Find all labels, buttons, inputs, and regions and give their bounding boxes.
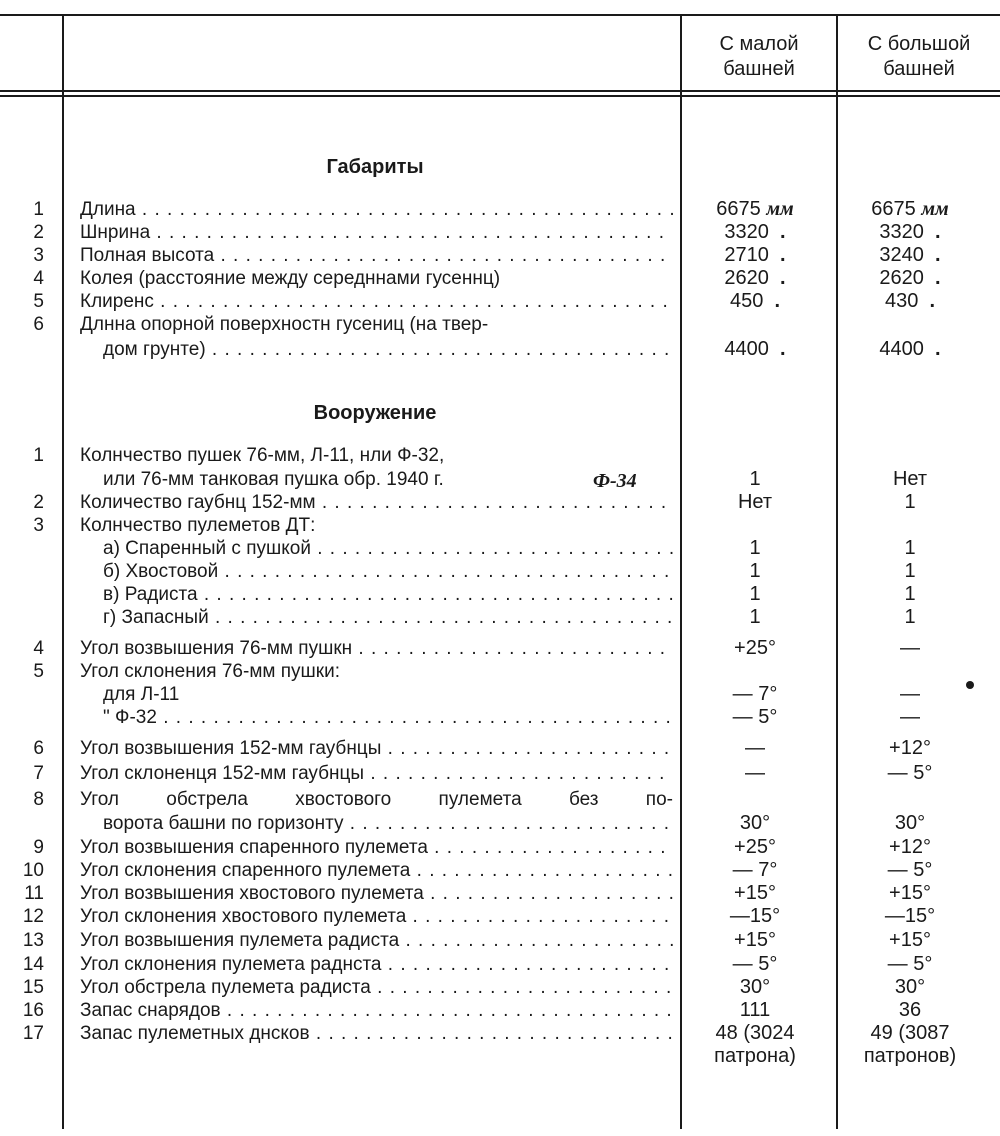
row-label: Угол обстрела хвостового пулемета без по-: [80, 789, 673, 810]
row-label: Угол обстрела пулемета радиста . . .: [80, 976, 673, 999]
row-label: Угол возвышения 152-мм гаубнцы . . .: [80, 737, 673, 760]
value: 450: [729, 290, 764, 312]
table-row: [0, 706, 1000, 729]
value: 430: [884, 290, 919, 312]
table-row-continuation: [0, 812, 1000, 835]
row-label-continued: или 76-мм танковая пушка обр. 1940 г.: [103, 469, 444, 490]
value-large-turret: +15°: [889, 929, 931, 951]
row-label: г) Запасный . . .: [103, 606, 673, 629]
row-label: Шнрина . . .: [80, 221, 673, 244]
table-row: [0, 514, 1000, 537]
value-large-turret: —: [900, 683, 920, 705]
table-row: [0, 788, 1000, 811]
value-large-turret: — 5°: [887, 762, 933, 784]
table-row-continuation: [0, 338, 1000, 361]
value-small-turret: —15°: [729, 905, 781, 927]
table-row: [0, 859, 1000, 882]
ditto-mark: .: [935, 244, 941, 266]
table-row: [0, 683, 1000, 706]
row-number: 6: [33, 314, 44, 335]
value-large-turret: — 5°: [887, 953, 933, 975]
value-large-turret: [840, 290, 980, 313]
row-label: " Ф-32 . . .: [103, 706, 673, 729]
table-row: [0, 198, 1000, 221]
row-label: Угол склонения пулемета раднста . . .: [80, 953, 673, 976]
table-row: [0, 836, 1000, 859]
table-row: [0, 221, 1000, 244]
value-large-turret: 30°: [894, 976, 926, 998]
unit: мм: [921, 198, 949, 220]
table-row: [0, 444, 1000, 467]
value-large-turret: 1: [904, 560, 916, 582]
top-rule: [0, 14, 1000, 16]
row-label: Полная высота . . .: [80, 244, 673, 267]
row-number: 3: [33, 515, 44, 536]
row-number: 8: [33, 789, 44, 810]
value: 3320: [879, 221, 924, 243]
value-small-turret: 30°: [739, 812, 771, 834]
value-large-turret: 1: [904, 491, 916, 513]
value: 2620: [879, 267, 924, 289]
header-rule-lower: [0, 95, 1000, 97]
section-title-armament: Вооружение: [313, 402, 437, 424]
table-row-continuation: [0, 1045, 1000, 1068]
header-rule-upper: [0, 90, 1000, 92]
value-large-turret: 1: [904, 606, 916, 628]
row-label: Угол склоненця 152-мм гаубнцы . . .: [80, 762, 673, 785]
value-large-turret: —15°: [884, 905, 936, 927]
row-number: 4: [33, 638, 44, 659]
row-number: 5: [33, 291, 44, 312]
value: 6675: [716, 198, 761, 220]
unit: мм: [766, 198, 794, 220]
value-small-turret: 1: [749, 606, 761, 628]
table-row: [0, 537, 1000, 560]
row-label: Клиренс . . .: [80, 290, 673, 313]
value-large-turret: 36: [898, 999, 922, 1021]
value-large-turret: +12°: [889, 737, 931, 759]
row-label-continued: ворота башни по горизонту . . .: [103, 812, 673, 835]
value-small-turret: 48 (3024: [715, 1022, 795, 1044]
table-row: [0, 999, 1000, 1022]
header-large-turret: [840, 32, 998, 82]
table-row: [0, 905, 1000, 928]
stray-ink-dot: [966, 681, 974, 689]
row-number: 12: [22, 906, 44, 927]
table-row: [0, 491, 1000, 514]
handwritten-note: Ф-34: [593, 470, 637, 492]
value-small-turret: [685, 198, 825, 221]
row-number: 9: [33, 837, 44, 858]
row-label: Количество гаубнц 152-мм . . .: [80, 491, 673, 514]
table-row: [0, 882, 1000, 905]
ditto-mark: .: [780, 338, 786, 360]
header-large-turret-line1: С большой: [867, 33, 971, 55]
row-label: Запас пулеметных днсков . . .: [80, 1022, 673, 1045]
value-small-turret: —: [745, 762, 765, 784]
value-small-turret: +15°: [734, 882, 776, 904]
row-number: 14: [22, 954, 44, 975]
row-label: Угол склонения 76-мм пушки:: [80, 661, 340, 682]
header-small-turret: [684, 32, 834, 82]
row-label: Колнчество пулеметов ДТ:: [80, 515, 316, 536]
row-number: 3: [33, 245, 44, 266]
value: 4400: [879, 338, 924, 360]
value-small-turret: +15°: [734, 929, 776, 951]
table-row: [0, 267, 1000, 290]
ditto-mark: .: [780, 267, 786, 289]
value-small-turret: 1: [749, 468, 761, 490]
table-row: [0, 929, 1000, 952]
value: 3240: [879, 244, 924, 266]
row-label-continued: дом грунте) . . .: [103, 338, 673, 361]
value-large-turret: —: [900, 637, 920, 659]
value: 2710: [724, 244, 769, 266]
table-row: [0, 1022, 1000, 1045]
row-number: 7: [33, 763, 44, 784]
row-number: 17: [22, 1023, 44, 1044]
value-small-turret: 1: [749, 583, 761, 605]
row-label: Угол склонения спаренного пулемета . . .: [80, 859, 673, 882]
row-label: Угол возвышения спаренного пулемета . . .: [80, 836, 673, 859]
header-small-turret-line1: С малой: [719, 33, 799, 55]
ditto-mark: .: [780, 244, 786, 266]
value-small-turret: 1: [749, 560, 761, 582]
row-label: для Л-11: [103, 684, 180, 705]
row-label: а) Спаренный с пушкой . . .: [103, 537, 673, 560]
value-small-turret: +25°: [734, 836, 776, 858]
ditto-mark: .: [780, 221, 786, 243]
value-small-turret: [685, 267, 825, 290]
table-row: [0, 737, 1000, 760]
value-small-turret: — 5°: [732, 706, 778, 728]
header-large-turret-line2: башней: [883, 58, 955, 80]
value-large-turret: 30°: [894, 812, 926, 834]
value-small-turret: [685, 338, 825, 361]
table-row: [0, 976, 1000, 999]
value-small-turret: — 7°: [732, 683, 778, 705]
value-large-turret: [840, 267, 980, 290]
row-label: в) Радиста . . .: [103, 583, 673, 606]
table-row: [0, 244, 1000, 267]
value: 6675: [871, 198, 916, 220]
table-row: [0, 583, 1000, 606]
value-small-turret: 30°: [739, 976, 771, 998]
value: 2620: [724, 267, 769, 289]
value-small-turret: [685, 244, 825, 267]
row-number: 2: [33, 492, 44, 513]
row-number: 4: [33, 268, 44, 289]
row-number: 16: [22, 1000, 44, 1021]
value-large-turret: +15°: [889, 882, 931, 904]
row-number: 11: [24, 883, 44, 904]
row-label: Длнна опорной поверхностн гусениц (на твер-: [80, 314, 489, 335]
row-number: 13: [22, 930, 44, 951]
header-small-turret-line2: башней: [723, 58, 795, 80]
value-large-turret: 1: [904, 583, 916, 605]
value: 4400: [724, 338, 769, 360]
table-row: [0, 560, 1000, 583]
row-label: Длина . . .: [80, 198, 673, 221]
row-number: 10: [22, 860, 44, 881]
row-label: Угол возвышения хвостового пулемета . . .: [80, 882, 673, 905]
value-large-turret: [840, 338, 980, 361]
value-small-turret: —: [745, 737, 765, 759]
value-small-turret: 1: [749, 537, 761, 559]
row-label: б) Хвостовой . . .: [103, 560, 673, 583]
ditto-mark: .: [935, 221, 941, 243]
row-label: Колея (расстояние между середннами гусеннц): [80, 268, 501, 289]
row-number: 5: [33, 661, 44, 682]
value-large-turret: 1: [904, 537, 916, 559]
value-small-turret: Нет: [737, 491, 773, 513]
table-row: [0, 606, 1000, 629]
value-small-turret: — 7°: [732, 859, 778, 881]
value-small-turret: [685, 221, 825, 244]
row-label: Угол возвышения пулемета радиста . . .: [80, 929, 673, 952]
ditto-mark: .: [929, 290, 936, 312]
ditto-mark: .: [935, 338, 941, 360]
row-label: Угол склонения хвостового пулемета . . .: [80, 905, 673, 928]
table-row: [0, 660, 1000, 683]
row-label: Угол возвышения 76-мм пушкн . . .: [80, 637, 673, 660]
value-small-turret: [685, 290, 825, 313]
value-large-turret: Нет: [892, 468, 928, 490]
value-small-turret: +25°: [734, 637, 776, 659]
value-small-turret: 111: [739, 999, 771, 1021]
row-number: 15: [22, 977, 44, 998]
table-row: [0, 953, 1000, 976]
table-row-continuation: [0, 468, 1000, 491]
table-row: [0, 762, 1000, 785]
value-large-turret: —: [900, 706, 920, 728]
ditto-mark: .: [935, 267, 941, 289]
ditto-mark: .: [774, 290, 781, 312]
table-row: [0, 290, 1000, 313]
row-label: Колнчество пушек 76-мм, Л-11, нли Ф-32,: [80, 445, 445, 466]
value-large-turret: [840, 221, 980, 244]
row-number: 1: [33, 445, 44, 466]
row-number: 6: [33, 738, 44, 759]
value-large-turret: [840, 244, 980, 267]
row-label: Запас снарядов . . .: [80, 999, 673, 1022]
row-number: 2: [33, 222, 44, 243]
value-large-turret: +12°: [889, 836, 931, 858]
section-title-dimensions: Габариты: [326, 156, 424, 178]
value: 3320: [724, 221, 769, 243]
value-small-turret: — 5°: [732, 953, 778, 975]
value-large-turret: — 5°: [887, 859, 933, 881]
value-large-turret-continued: патронов): [863, 1045, 957, 1067]
table-row: [0, 313, 1000, 336]
value-small-turret-continued: патрона): [714, 1045, 796, 1067]
value-large-turret: [840, 198, 980, 221]
row-number: 1: [33, 199, 44, 220]
table-row: [0, 637, 1000, 660]
value-large-turret: 49 (3087: [870, 1022, 950, 1044]
